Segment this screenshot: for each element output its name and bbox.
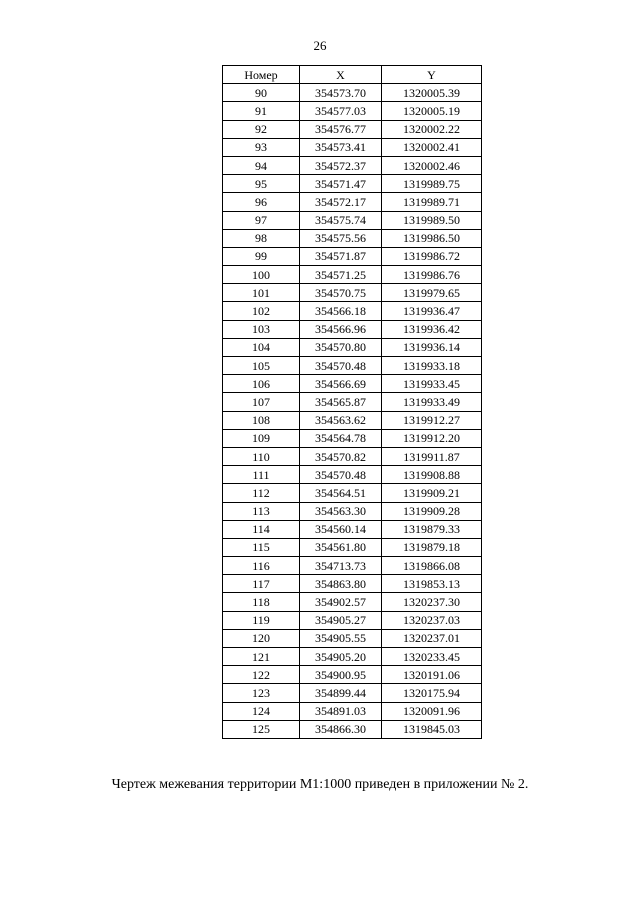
header-y: Y — [382, 66, 482, 84]
cell-number: 101 — [223, 284, 300, 302]
table-row — [223, 393, 482, 411]
cell-number: 94 — [223, 156, 300, 174]
table-row — [223, 611, 482, 629]
cell-y: 1320002.46 — [382, 156, 482, 174]
cell-y: 1319908.88 — [382, 466, 482, 484]
cell-x: 354573.70 — [300, 84, 382, 102]
cell-y: 1319936.47 — [382, 302, 482, 320]
table-row — [223, 266, 482, 284]
cell-number: 112 — [223, 484, 300, 502]
table-row — [223, 247, 482, 265]
cell-y: 1319933.45 — [382, 375, 482, 393]
cell-x: 354561.80 — [300, 538, 382, 556]
cell-number: 91 — [223, 102, 300, 120]
cell-x: 354571.25 — [300, 266, 382, 284]
cell-x: 354560.14 — [300, 520, 382, 538]
cell-number: 105 — [223, 357, 300, 375]
cell-x: 354566.96 — [300, 320, 382, 338]
table-row — [223, 648, 482, 666]
cell-number: 123 — [223, 684, 300, 702]
cell-x: 354566.18 — [300, 302, 382, 320]
cell-x: 354566.69 — [300, 375, 382, 393]
cell-x: 354570.82 — [300, 447, 382, 465]
table-row — [223, 575, 482, 593]
cell-x: 354563.30 — [300, 502, 382, 520]
cell-x: 354571.47 — [300, 175, 382, 193]
cell-y: 1319936.42 — [382, 320, 482, 338]
table-row — [223, 320, 482, 338]
cell-number: 100 — [223, 266, 300, 284]
table-row — [223, 702, 482, 720]
cell-y: 1320005.19 — [382, 102, 482, 120]
cell-y: 1319909.21 — [382, 484, 482, 502]
cell-number: 124 — [223, 702, 300, 720]
table-row — [223, 520, 482, 538]
cell-y: 1319989.50 — [382, 211, 482, 229]
table-row — [223, 175, 482, 193]
cell-y: 1319986.76 — [382, 266, 482, 284]
cell-y: 1320191.06 — [382, 666, 482, 684]
cell-number: 95 — [223, 175, 300, 193]
cell-x: 354713.73 — [300, 557, 382, 575]
cell-y: 1319879.18 — [382, 538, 482, 556]
cell-y: 1320237.01 — [382, 629, 482, 647]
table-row — [223, 302, 482, 320]
cell-y: 1319866.08 — [382, 557, 482, 575]
cell-number: 111 — [223, 466, 300, 484]
cell-x: 354577.03 — [300, 102, 382, 120]
table-row — [223, 447, 482, 465]
cell-y: 1319845.03 — [382, 720, 482, 738]
cell-number: 97 — [223, 211, 300, 229]
cell-number: 106 — [223, 375, 300, 393]
cell-y: 1319912.27 — [382, 411, 482, 429]
cell-y: 1320175.94 — [382, 684, 482, 702]
cell-y: 1319986.72 — [382, 247, 482, 265]
cell-number: 93 — [223, 138, 300, 156]
cell-number: 99 — [223, 247, 300, 265]
table-row — [223, 484, 482, 502]
cell-x: 354900.95 — [300, 666, 382, 684]
cell-number: 90 — [223, 84, 300, 102]
cell-x: 354572.17 — [300, 193, 382, 211]
cell-number: 92 — [223, 120, 300, 138]
cell-x: 354575.56 — [300, 229, 382, 247]
cell-y: 1319909.28 — [382, 502, 482, 520]
cell-y: 1319989.75 — [382, 175, 482, 193]
coordinates-table — [222, 65, 482, 739]
cell-y: 1319989.71 — [382, 193, 482, 211]
cell-x: 354564.78 — [300, 429, 382, 447]
cell-x: 354571.87 — [300, 247, 382, 265]
cell-number: 118 — [223, 593, 300, 611]
table-row — [223, 284, 482, 302]
cell-x: 354570.48 — [300, 357, 382, 375]
cell-number: 122 — [223, 666, 300, 684]
cell-x: 354905.55 — [300, 629, 382, 647]
table-row — [223, 411, 482, 429]
cell-x: 354863.80 — [300, 575, 382, 593]
cell-y: 1319853.13 — [382, 575, 482, 593]
cell-number: 117 — [223, 575, 300, 593]
table-row — [223, 629, 482, 647]
cell-y: 1320002.22 — [382, 120, 482, 138]
cell-x: 354570.80 — [300, 338, 382, 356]
cell-x: 354572.37 — [300, 156, 382, 174]
cell-number: 113 — [223, 502, 300, 520]
cell-number: 98 — [223, 229, 300, 247]
cell-number: 120 — [223, 629, 300, 647]
cell-y: 1319879.33 — [382, 520, 482, 538]
table-header-row — [223, 66, 482, 84]
cell-x: 354866.30 — [300, 720, 382, 738]
table-row — [223, 375, 482, 393]
table-row — [223, 684, 482, 702]
cell-y: 1319911.87 — [382, 447, 482, 465]
cell-x: 354891.03 — [300, 702, 382, 720]
table-row — [223, 557, 482, 575]
table-row — [223, 538, 482, 556]
table-row — [223, 120, 482, 138]
cell-x: 354902.57 — [300, 593, 382, 611]
cell-number: 104 — [223, 338, 300, 356]
table-row — [223, 357, 482, 375]
table-row — [223, 502, 482, 520]
cell-x: 354564.51 — [300, 484, 382, 502]
table-row — [223, 138, 482, 156]
cell-number: 125 — [223, 720, 300, 738]
cell-x: 354573.41 — [300, 138, 382, 156]
cell-number: 119 — [223, 611, 300, 629]
table-row — [223, 193, 482, 211]
cell-y: 1320237.30 — [382, 593, 482, 611]
cell-number: 116 — [223, 557, 300, 575]
table-body — [223, 84, 482, 739]
cell-number: 110 — [223, 447, 300, 465]
cell-x: 354565.87 — [300, 393, 382, 411]
table-row — [223, 666, 482, 684]
cell-x: 354576.77 — [300, 120, 382, 138]
table-row — [223, 466, 482, 484]
cell-y: 1320091.96 — [382, 702, 482, 720]
page-number: 26 — [313, 38, 327, 53]
cell-y: 1319933.49 — [382, 393, 482, 411]
cell-y: 1319986.50 — [382, 229, 482, 247]
cell-number: 96 — [223, 193, 300, 211]
cell-y: 1320237.03 — [382, 611, 482, 629]
cell-number: 107 — [223, 393, 300, 411]
cell-y: 1319936.14 — [382, 338, 482, 356]
cell-y: 1320002.41 — [382, 138, 482, 156]
cell-number: 115 — [223, 538, 300, 556]
cell-x: 354570.48 — [300, 466, 382, 484]
table-row — [223, 102, 482, 120]
cell-x: 354575.74 — [300, 211, 382, 229]
cell-number: 109 — [223, 429, 300, 447]
table-row — [223, 593, 482, 611]
cell-number: 114 — [223, 520, 300, 538]
cell-x: 354905.20 — [300, 648, 382, 666]
cell-number: 121 — [223, 648, 300, 666]
table-row — [223, 229, 482, 247]
cell-number: 102 — [223, 302, 300, 320]
cell-y: 1319933.18 — [382, 357, 482, 375]
table-row — [223, 211, 482, 229]
table-row — [223, 429, 482, 447]
cell-number: 108 — [223, 411, 300, 429]
cell-y: 1320233.45 — [382, 648, 482, 666]
cell-x: 354899.44 — [300, 684, 382, 702]
cell-number: 103 — [223, 320, 300, 338]
footer-note: Чертеж межевания территории М1:1000 приведен в приложении № 2. — [111, 777, 529, 792]
cell-x: 354563.62 — [300, 411, 382, 429]
header-number: Номер — [223, 66, 300, 84]
table-row — [223, 338, 482, 356]
table-row — [223, 156, 482, 174]
cell-x: 354905.27 — [300, 611, 382, 629]
table-row — [223, 84, 482, 102]
header-x: X — [300, 66, 382, 84]
cell-y: 1320005.39 — [382, 84, 482, 102]
cell-x: 354570.75 — [300, 284, 382, 302]
cell-y: 1319912.20 — [382, 429, 482, 447]
cell-y: 1319979.65 — [382, 284, 482, 302]
table-row — [223, 720, 482, 738]
